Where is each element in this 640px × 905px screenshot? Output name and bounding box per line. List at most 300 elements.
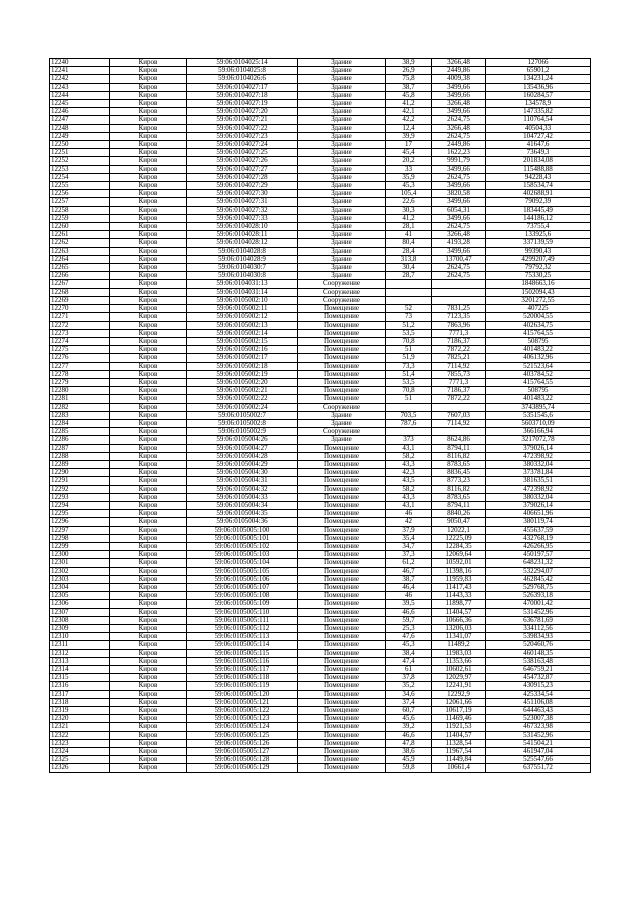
area-cell: 105,4 (386, 190, 432, 198)
table-row (50, 436, 591, 444)
cadastral-value-cell: 134578,9 (486, 100, 591, 108)
area-cell: 52 (386, 305, 432, 313)
specific-value-cell: 3266,48 (432, 100, 486, 108)
row-number: 12240 (50, 59, 110, 67)
table-row (50, 329, 591, 337)
city-cell: Киров (110, 542, 187, 550)
object-type-cell: Помещение (298, 723, 386, 731)
object-type-cell: Помещение (298, 452, 386, 460)
cadastral-number-cell: 59:06:0104027:17 (187, 83, 298, 91)
specific-value-cell: 3499,66 (432, 108, 486, 116)
object-type-cell: Помещение (298, 608, 386, 616)
table-row (50, 428, 591, 436)
row-number: 12317 (50, 690, 110, 698)
table-row (50, 649, 591, 657)
area-cell: 38,6 (386, 748, 432, 756)
area-cell: 42,3 (386, 469, 432, 477)
city-cell: Киров (110, 395, 187, 403)
specific-value-cell: 2449,86 (432, 141, 486, 149)
cadastral-value-cell: 5351545,6 (486, 411, 591, 419)
cadastral-number-cell: 59:06:0105005:110 (187, 608, 298, 616)
cadastral-value-cell: 462845,42 (486, 575, 591, 583)
cadastral-number-cell: 59:06:0104027:27 (187, 165, 298, 173)
row-number: 12255 (50, 182, 110, 190)
cadastral-number-cell: 59:06:0104027:22 (187, 124, 298, 132)
row-number: 12278 (50, 370, 110, 378)
object-type-cell: Здание (298, 247, 386, 255)
table-row (50, 690, 591, 698)
cadastral-number-cell: 59:06:0105005:109 (187, 600, 298, 608)
cadastral-number-cell: 59:06:0105004:35 (187, 510, 298, 518)
table-row (50, 584, 591, 592)
cadastral-number-cell: 59:06:0104027:30 (187, 190, 298, 198)
city-cell: Киров (110, 674, 187, 682)
cadastral-value-cell: 450197,57 (486, 551, 591, 559)
cadastral-number-cell: 59:06:0105004:26 (187, 436, 298, 444)
specific-value-cell: 12022,1 (432, 526, 486, 534)
cadastral-number-cell: 59:06:0104028:8 (187, 247, 298, 255)
table-row (50, 321, 591, 329)
table-row (50, 182, 591, 190)
row-number: 12246 (50, 108, 110, 116)
cadastral-number-cell: 59:06:0105002:18 (187, 362, 298, 370)
object-type-cell: Помещение (298, 378, 386, 386)
city-cell: Киров (110, 346, 187, 354)
city-cell: Киров (110, 264, 187, 272)
area-cell: 26,9 (386, 67, 432, 75)
cadastral-number-cell: 59:06:0105004:33 (187, 493, 298, 501)
city-cell: Киров (110, 329, 187, 337)
object-type-cell: Здание (298, 124, 386, 132)
area-cell: 39,2 (386, 723, 432, 731)
object-type-cell: Здание (298, 214, 386, 222)
row-number: 12249 (50, 132, 110, 140)
cadastral-number-cell: 59:06:0105005:124 (187, 723, 298, 731)
city-cell: Киров (110, 305, 187, 313)
area-cell: 37,9 (386, 526, 432, 534)
city-cell: Киров (110, 198, 187, 206)
table-row (50, 444, 591, 452)
specific-value-cell: 12069,64 (432, 551, 486, 559)
area-cell (386, 296, 432, 304)
cadastral-value-table (49, 58, 591, 773)
object-type-cell: Помещение (298, 715, 386, 723)
cadastral-number-cell: 59:06:0105005:126 (187, 739, 298, 747)
row-number: 12321 (50, 723, 110, 731)
object-type-cell: Здание (298, 141, 386, 149)
row-number: 12270 (50, 305, 110, 313)
cadastral-value-cell: 160284,57 (486, 91, 591, 99)
city-cell: Киров (110, 592, 187, 600)
table-row (50, 116, 591, 124)
object-type-cell: Помещение (298, 756, 386, 764)
cadastral-value-cell: 158534,74 (486, 182, 591, 190)
table-row (50, 452, 591, 460)
object-type-cell: Сооружение (298, 288, 386, 296)
object-type-cell: Помещение (298, 321, 386, 329)
specific-value-cell: 3499,66 (432, 214, 486, 222)
cadastral-number-cell: 59:06:0104031:13 (187, 280, 298, 288)
city-cell: Киров (110, 698, 187, 706)
specific-value-cell: 3499,66 (432, 83, 486, 91)
specific-value-cell: 11341,07 (432, 633, 486, 641)
table-row (50, 272, 591, 280)
specific-value-cell: 7825,21 (432, 354, 486, 362)
area-cell: 43,3 (386, 493, 432, 501)
object-type-cell: Здание (298, 182, 386, 190)
cadastral-number-cell: 59:06:0104027:23 (187, 132, 298, 140)
cadastral-number-cell: 59:06:0104028:9 (187, 255, 298, 263)
city-cell: Киров (110, 313, 187, 321)
city-cell: Киров (110, 510, 187, 518)
area-cell: 43,3 (386, 460, 432, 468)
row-number: 12291 (50, 477, 110, 485)
row-number: 12281 (50, 395, 110, 403)
cadastral-value-cell: 73649,3 (486, 149, 591, 157)
table-row (50, 288, 591, 296)
cadastral-number-cell: 59:06:0105002:7 (187, 411, 298, 419)
cadastral-value-cell: 380119,74 (486, 518, 591, 526)
table-row (50, 518, 591, 526)
row-number: 12323 (50, 739, 110, 747)
table-row (50, 149, 591, 157)
specific-value-cell: 8783,65 (432, 493, 486, 501)
cadastral-value-cell: 531452,96 (486, 608, 591, 616)
city-cell: Киров (110, 625, 187, 633)
specific-value-cell: 13700,47 (432, 255, 486, 263)
cadastral-number-cell: 59:06:0104027:18 (187, 91, 298, 99)
city-cell: Киров (110, 182, 187, 190)
object-type-cell: Здание (298, 436, 386, 444)
cadastral-value-cell: 541504,21 (486, 739, 591, 747)
specific-value-cell: 11404,57 (432, 608, 486, 616)
specific-value-cell: 12241,91 (432, 682, 486, 690)
specific-value-cell: 8794,11 (432, 501, 486, 509)
cadastral-number-cell: 59:06:0105004:32 (187, 485, 298, 493)
cadastral-number-cell: 59:06:0105002:11 (187, 305, 298, 313)
row-number: 12314 (50, 666, 110, 674)
row-number: 12262 (50, 239, 110, 247)
table-row (50, 370, 591, 378)
row-number: 12263 (50, 247, 110, 255)
cadastral-number-cell: 59:06:0104030:7 (187, 264, 298, 272)
area-cell: 30,4 (386, 264, 432, 272)
row-number: 12319 (50, 707, 110, 715)
cadastral-value-cell: 538163,48 (486, 657, 591, 665)
row-number: 12324 (50, 748, 110, 756)
city-cell: Киров (110, 707, 187, 715)
cadastral-number-cell: 59:06:0104028:12 (187, 239, 298, 247)
area-cell: 46,4 (386, 584, 432, 592)
specific-value-cell: 2624,75 (432, 173, 486, 181)
cadastral-number-cell: 59:06:0105002:14 (187, 329, 298, 337)
area-cell: 17 (386, 141, 432, 149)
cadastral-value-cell: 144186,12 (486, 214, 591, 222)
area-cell: 46 (386, 510, 432, 518)
city-cell: Киров (110, 223, 187, 231)
cadastral-value-cell: 401483,22 (486, 395, 591, 403)
table-row (50, 214, 591, 222)
row-number: 12275 (50, 346, 110, 354)
area-cell: 51,4 (386, 370, 432, 378)
cadastral-number-cell: 59:06:0105002:17 (187, 354, 298, 362)
area-cell: 22,6 (386, 198, 432, 206)
city-cell: Киров (110, 690, 187, 698)
row-number: 12306 (50, 600, 110, 608)
specific-value-cell: 11967,54 (432, 748, 486, 756)
area-cell: 38,7 (386, 575, 432, 583)
table-row (50, 731, 591, 739)
row-number: 12310 (50, 633, 110, 641)
object-type-cell: Помещение (298, 575, 386, 583)
area-cell: 51 (386, 395, 432, 403)
city-cell: Киров (110, 362, 187, 370)
area-cell: 39,5 (386, 600, 432, 608)
cadastral-value-cell: 529768,75 (486, 584, 591, 592)
row-number: 12259 (50, 214, 110, 222)
area-cell: 43,5 (386, 477, 432, 485)
cadastral-value-cell: 455637,59 (486, 526, 591, 534)
cadastral-value-cell: 461947,04 (486, 748, 591, 756)
row-number: 12241 (50, 67, 110, 75)
cadastral-value-cell: 3217072,78 (486, 436, 591, 444)
specific-value-cell: 11921,53 (432, 723, 486, 731)
area-cell: 34,7 (386, 542, 432, 550)
area-cell: 38,7 (386, 83, 432, 91)
table-row (50, 173, 591, 181)
table-row (50, 141, 591, 149)
object-type-cell: Помещение (298, 666, 386, 674)
area-cell: 42 (386, 518, 432, 526)
table-row (50, 469, 591, 477)
table-row (50, 157, 591, 165)
row-number: 12292 (50, 485, 110, 493)
area-cell: 37,4 (386, 698, 432, 706)
cadastral-value-cell: 133925,6 (486, 231, 591, 239)
cadastral-number-cell: 59:06:0105004:28 (187, 452, 298, 460)
object-type-cell: Здание (298, 419, 386, 427)
row-number: 12267 (50, 280, 110, 288)
row-number: 12260 (50, 223, 110, 231)
object-type-cell: Помещение (298, 625, 386, 633)
row-number: 12305 (50, 592, 110, 600)
specific-value-cell: 7186,37 (432, 387, 486, 395)
object-type-cell: Помещение (298, 362, 386, 370)
object-type-cell: Помещение (298, 387, 386, 395)
city-cell: Киров (110, 132, 187, 140)
table-row (50, 682, 591, 690)
cadastral-number-cell: 59:06:0104028:11 (187, 231, 298, 239)
object-type-cell: Здание (298, 59, 386, 67)
specific-value-cell: 12225,09 (432, 534, 486, 542)
table-row (50, 165, 591, 173)
row-number: 12261 (50, 231, 110, 239)
row-number: 12307 (50, 608, 110, 616)
object-type-cell: Помещение (298, 313, 386, 321)
specific-value-cell: 9050,47 (432, 518, 486, 526)
table-row (50, 264, 591, 272)
specific-value-cell: 3499,66 (432, 198, 486, 206)
object-type-cell: Помещение (298, 690, 386, 698)
object-type-cell: Помещение (298, 567, 386, 575)
specific-value-cell: 11469,46 (432, 715, 486, 723)
specific-value-cell: 10592,01 (432, 559, 486, 567)
table-row (50, 59, 591, 67)
cadastral-value-cell: 99390,43 (486, 247, 591, 255)
specific-value-cell: 12292,9 (432, 690, 486, 698)
object-type-cell: Здание (298, 198, 386, 206)
specific-value-cell: 8836,45 (432, 469, 486, 477)
city-cell: Киров (110, 469, 187, 477)
object-type-cell: Сооружение (298, 428, 386, 436)
cadastral-value-cell: 520460,76 (486, 641, 591, 649)
object-type-cell: Помещение (298, 731, 386, 739)
cadastral-number-cell: 59:06:0104027:21 (187, 116, 298, 124)
table-row (50, 764, 591, 772)
table-row (50, 608, 591, 616)
area-cell: 33 (386, 165, 432, 173)
row-number: 12301 (50, 559, 110, 567)
object-type-cell: Помещение (298, 707, 386, 715)
table-row (50, 255, 591, 263)
object-type-cell: Помещение (298, 346, 386, 354)
area-cell: 73 (386, 313, 432, 321)
table-row (50, 231, 591, 239)
cadastral-value-cell: 508795 (486, 387, 591, 395)
area-cell: 46,7 (386, 567, 432, 575)
row-number: 12254 (50, 173, 110, 181)
row-number: 12303 (50, 575, 110, 583)
row-number: 12297 (50, 526, 110, 534)
table-row (50, 378, 591, 386)
area-cell: 60,7 (386, 707, 432, 715)
cadastral-value-cell: 135436,96 (486, 83, 591, 91)
specific-value-cell: 7831,25 (432, 305, 486, 313)
object-type-cell: Помещение (298, 534, 386, 542)
table-row (50, 526, 591, 534)
specific-value-cell: 1622,23 (432, 149, 486, 157)
specific-value-cell (432, 428, 486, 436)
object-type-cell: Помещение (298, 444, 386, 452)
city-cell: Киров (110, 731, 187, 739)
row-number: 12251 (50, 149, 110, 157)
city-cell: Киров (110, 493, 187, 501)
specific-value-cell: 3266,48 (432, 59, 486, 67)
row-number: 12293 (50, 493, 110, 501)
row-number: 12273 (50, 329, 110, 337)
object-type-cell: Помещение (298, 748, 386, 756)
city-cell: Киров (110, 534, 187, 542)
object-type-cell: Помещение (298, 616, 386, 624)
object-type-cell: Здание (298, 91, 386, 99)
table-row (50, 748, 591, 756)
area-cell: 787,6 (386, 419, 432, 427)
area-cell: 58,2 (386, 452, 432, 460)
city-cell: Киров (110, 91, 187, 99)
specific-value-cell: 11328,54 (432, 739, 486, 747)
specific-value-cell: 3820,58 (432, 190, 486, 198)
object-type-cell: Здание (298, 67, 386, 75)
cadastral-number-cell: 59:06:0104027:28 (187, 173, 298, 181)
object-type-cell: Помещение (298, 469, 386, 477)
specific-value-cell: 8116,82 (432, 452, 486, 460)
area-cell: 70,8 (386, 387, 432, 395)
area-cell: 28,7 (386, 272, 432, 280)
area-cell: 35,4 (386, 534, 432, 542)
specific-value-cell: 10617,19 (432, 707, 486, 715)
object-type-cell: Здание (298, 149, 386, 157)
city-cell: Киров (110, 485, 187, 493)
city-cell: Киров (110, 321, 187, 329)
table-row (50, 354, 591, 362)
table-row (50, 124, 591, 132)
table-row (50, 239, 591, 247)
cadastral-number-cell: 59:06:0105005:113 (187, 633, 298, 641)
cadastral-value-cell: 201834,08 (486, 157, 591, 165)
cadastral-number-cell: 59:06:0105005:127 (187, 748, 298, 756)
row-number: 12325 (50, 756, 110, 764)
object-type-cell: Здание (298, 272, 386, 280)
cadastral-number-cell: 59:06:0104027:26 (187, 157, 298, 165)
area-cell: 30,3 (386, 206, 432, 214)
cadastral-number-cell: 59:06:0105004:31 (187, 477, 298, 485)
city-cell: Киров (110, 214, 187, 222)
row-number: 12242 (50, 75, 110, 83)
cadastral-number-cell: 59:06:0105005:112 (187, 625, 298, 633)
area-cell: 28,4 (386, 247, 432, 255)
row-number: 12283 (50, 411, 110, 419)
cadastral-number-cell: 59:06:0105005:128 (187, 756, 298, 764)
row-number: 12295 (50, 510, 110, 518)
cadastral-value-cell: 3743895,74 (486, 403, 591, 411)
table-row (50, 395, 591, 403)
city-cell: Киров (110, 584, 187, 592)
object-type-cell: Помещение (298, 477, 386, 485)
cadastral-value-cell: 406651,96 (486, 510, 591, 518)
cadastral-value-cell: 104727,42 (486, 132, 591, 140)
object-type-cell: Помещение (298, 337, 386, 345)
object-type-cell: Помещение (298, 354, 386, 362)
cadastral-value-cell: 134231,24 (486, 75, 591, 83)
cadastral-number-cell: 59:06:0105005:114 (187, 641, 298, 649)
cadastral-value-cell: 415764,55 (486, 329, 591, 337)
cadastral-value-cell: 373781,84 (486, 469, 591, 477)
area-cell: 45,6 (386, 715, 432, 723)
city-cell: Киров (110, 600, 187, 608)
city-cell: Киров (110, 403, 187, 411)
area-cell: 43,1 (386, 501, 432, 509)
row-number: 12287 (50, 444, 110, 452)
city-cell: Киров (110, 649, 187, 657)
area-cell: 59,8 (386, 764, 432, 772)
table-row (50, 75, 591, 83)
cadastral-number-cell: 59:06:0105005:107 (187, 584, 298, 592)
specific-value-cell: 3499,66 (432, 182, 486, 190)
cadastral-value-cell: 426266,95 (486, 542, 591, 550)
cadastral-number-cell: 59:06:0105002:20 (187, 378, 298, 386)
object-type-cell: Помещение (298, 584, 386, 592)
area-cell: 37,8 (386, 674, 432, 682)
row-number: 12300 (50, 551, 110, 559)
object-type-cell: Помещение (298, 600, 386, 608)
city-cell: Киров (110, 165, 187, 173)
area-cell: 61 (386, 666, 432, 674)
specific-value-cell: 3266,48 (432, 231, 486, 239)
city-cell: Киров (110, 748, 187, 756)
row-number: 12322 (50, 731, 110, 739)
specific-value-cell: 2624,75 (432, 272, 486, 280)
specific-value-cell: 8773,23 (432, 477, 486, 485)
